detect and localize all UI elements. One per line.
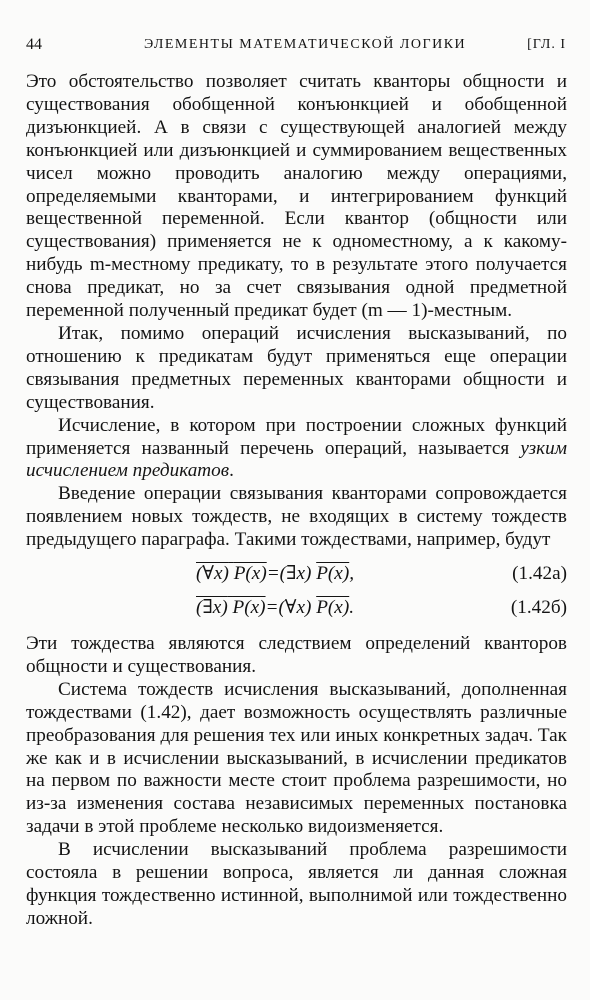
- paragraph: В исчислении высказываний проблема разрешимости состояла в решении вопроса, является ли данная сложная функция тождественно истинной, выполнимой или тождественно ложной.: [26, 839, 567, 929]
- formula: (∃x) P(x)=(∀x) P(x).: [196, 597, 355, 619]
- formula-lhs: (∃x) P(x): [196, 597, 266, 619]
- paragraph: Итак, помимо операций исчисления высказываний, по отношению к предикатам будут применяться еще операции связывания предметных переменных кванторами общности и существования.: [26, 322, 567, 413]
- formula-rhs-predicate: P(x): [316, 563, 350, 585]
- page-number: 44: [26, 36, 42, 53]
- formula-row: [26, 559, 567, 593]
- formula-lhs: (∀x) P(x): [196, 563, 267, 585]
- paragraph: Это обстоятельство позволяет считать кванторы общности и существования обобщенной конъюнкцией и обобщенной дизъюнкцией. А в связи с существующей аналогией между конъюнкцией или дизъюнкцией и суммированием вещественных чисел можно проводить аналогию между операциями, определяемыми кванторами, и интегрированием функций вещественной переменной. Если квантор (общности или существования) применяется не к одноместному, а к какому-нибудь m-местному предикату, то в результате этого получается снова предикат, но за счет связывания одной предметной переменной полученный предикат будет (m — 1)-местным.: [26, 71, 567, 322]
- paragraph: Введение операции связывания кванторами сопровождается появлением новых тождеств, не входящих в систему тождеств предыдущего параграфа. Такими тождествами, например, будут: [26, 483, 567, 551]
- formula-row: [26, 593, 567, 627]
- formula-rhs-predicate: P(x): [316, 597, 350, 619]
- formula: (∀x) P(x)=(∃x) P(x),: [196, 563, 355, 585]
- formula-block: [26, 559, 567, 627]
- paragraph: Система тождеств исчисления высказываний, дополненная тождествами (1.42), дает возможность осуществлять различные преобразования для решения тех или иных конкретных задач. Так же как и в исчислении высказываний, в исчислении предикатов на первом по важности месте стоит проблема разрешимости, но из-за изменения состава независимых переменных постановка задачи в этой проблеме несколько видоизменяется.: [26, 678, 567, 838]
- page-header: [26, 36, 566, 58]
- chapter-marker: [ГЛ. I: [527, 37, 566, 52]
- formula-rhs-quantifier: (∀x): [278, 597, 312, 619]
- running-title: ЭЛЕМЕНТЫ МАТЕМАТИЧЕСКОЙ ЛОГИКИ: [144, 37, 467, 52]
- body-text: [26, 71, 567, 931]
- paragraph-text: .: [229, 460, 234, 482]
- paragraph: [26, 415, 567, 484]
- defined-term: узким исчислением предикатов: [26, 437, 567, 482]
- formula-number: (1.42a): [512, 563, 567, 585]
- paragraph: Эти тождества являются следствием определений кванторов общности и существования.: [26, 633, 567, 677]
- formula-number: (1.42б): [510, 597, 567, 619]
- paragraph-text: Исчисление, в котором при построении сложных функций применяется названный перечень операций, называется: [26, 414, 567, 459]
- formula-rhs-quantifier: (∃x): [279, 563, 312, 585]
